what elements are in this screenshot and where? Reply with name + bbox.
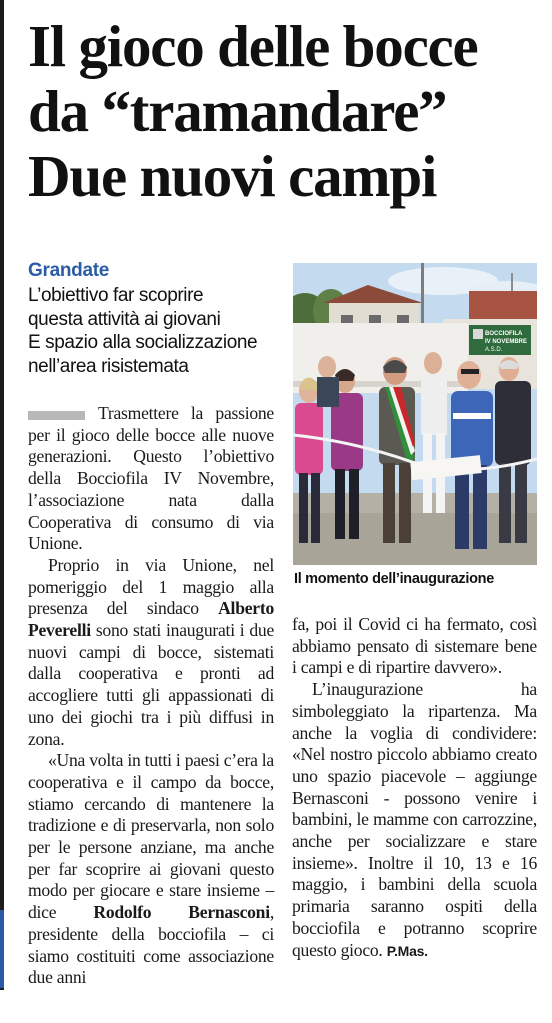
headline-line-1: Il gioco delle bocce [28, 13, 478, 79]
subhead-line-1: L’obiettivo far scoprire [28, 285, 204, 306]
paragraph-5 [292, 679, 537, 962]
left-margin-accent [0, 910, 4, 988]
author-signature: P.Mas. [386, 942, 428, 959]
article-column-2 [292, 614, 537, 962]
club-sign-text-3: A.S.D. [485, 347, 503, 353]
paragraph-1: Trasmettere la passione per il gioco delle bocce alle nuove generazioni. Questo l’obiettivo della Bocciofila IV Novembre, l’associazione nata dalla Cooperativa di consumo di via Unione. [28, 403, 274, 554]
article-subhead [28, 284, 290, 378]
paragraph-2 [28, 555, 274, 750]
paragraph-2-text-b: sono stati inaugurati i due nuovi campi di bocce, sistemati dalla cooperativa e pronti ad accogliere tutti gli appassionati di uno dei giochi tra i più diffusi in zona. [28, 620, 274, 749]
article-headline [28, 14, 548, 209]
paragraph-2-text-a: Proprio in via Unione, nel pomeriggio del 1 maggio alla presenza del sindaco [28, 554, 274, 619]
paragraph-3 [28, 750, 274, 989]
subhead-line-2: questa attività ai giovani [28, 308, 221, 330]
location-kicker: Grandate [28, 260, 110, 281]
headline-line-3: Due nuovi campi [28, 143, 437, 209]
mayor-name: Alberto Peverelli [28, 598, 274, 641]
paragraph-5-text: L’inaugurazione ha simboleggiato la ripartenza. Ma anche la voglia di condividere: «Nel nostro piccolo abbiamo creato uno spazio piacevole – aggiunge Bernasconi - possono venire i bambini, le mamme con carrozzine, anche per socializzare e stare insieme». Inoltre il 10, 13 e 16 maggio, i bambini della scuola primaria saranno ospiti della bocciofila e potranno scoprire questo gioco. [292, 679, 537, 960]
headline-line-2: da “tramandare” [28, 78, 447, 144]
article-column-1 [28, 403, 274, 989]
club-sign-text-1: BOCCIOFILA [485, 331, 523, 337]
subhead-line-4: nell’area risistemata [28, 355, 189, 377]
photo-caption: Il momento dell’inaugurazione [294, 571, 494, 587]
club-sign-text-2: IV NOVEMBRE [485, 339, 528, 345]
left-margin-rule [0, 0, 4, 990]
subhead-line-3: E spazio alla socializzazione [28, 332, 258, 353]
paragraph-4: fa, poi il Covid ci ha fermato, così abbiamo pensato di sistemare bene i campi e di ripartire davvero». [292, 614, 537, 678]
inauguration-photo [293, 263, 537, 565]
paragraph-3-text-a: «Una volta in tutti i paesi c’era la cooperativa e il campo da bocce, stiamo cercando di mantenere la tradizione e di preservarla, non solo per le persone anziane, ma anche per far scoprire ai giovani questo modo per giocare e stare insieme – dice [28, 750, 274, 923]
paragraph-3-text-b: , presidente della bocciofila – ci siamo costituiti come associazione due anni [28, 902, 275, 988]
president-name: Rodolfo Bernasconi [93, 902, 270, 923]
